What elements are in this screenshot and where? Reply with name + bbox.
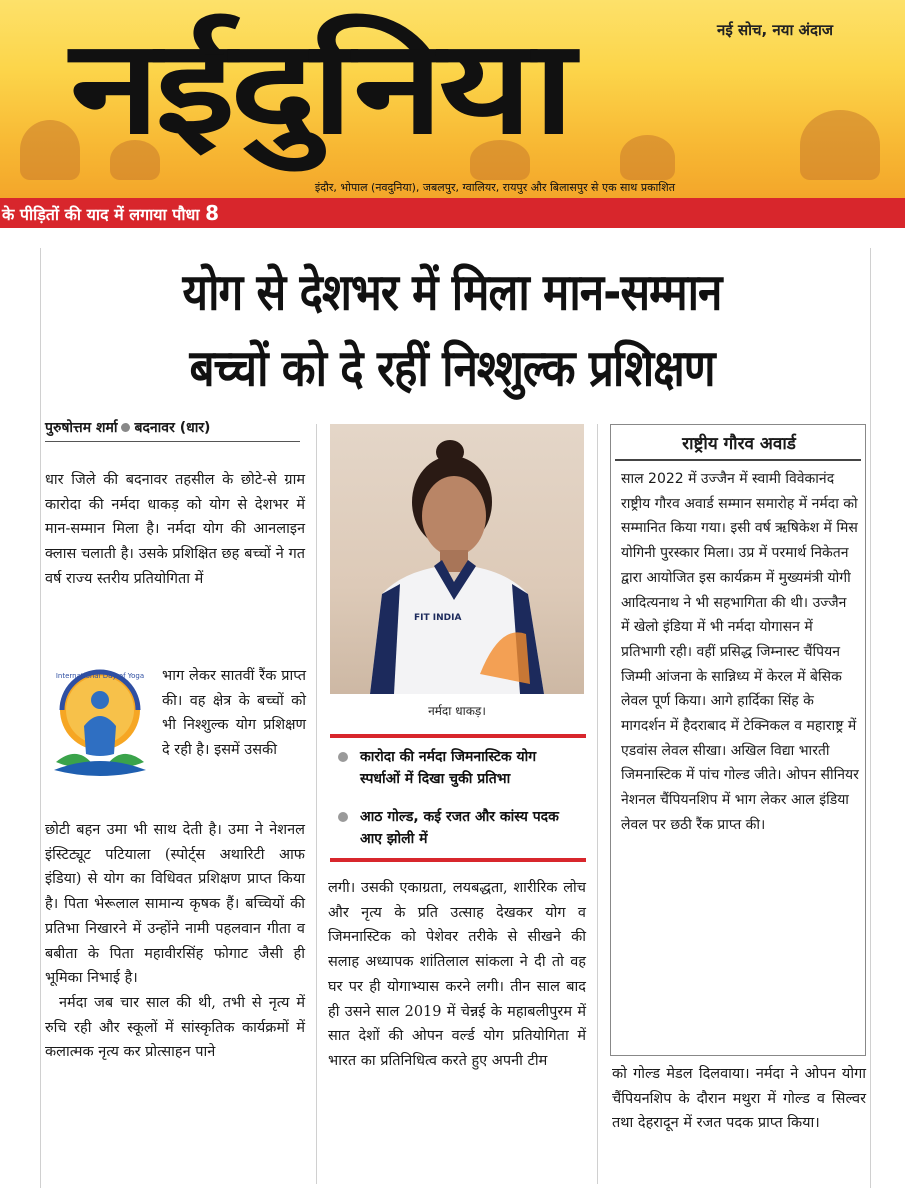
masthead-tagline: नई सोच, नया अंदाज — [717, 21, 833, 39]
byline — [45, 418, 300, 442]
article-paragraph: लगी। उसकी एकाग्रता, लयबद्धता, शारीरिक लोच और नृत्य के प्रति उत्साह देखकर योग व जिमनास्टिक को पेशेवर तरीके से सीखने की सलाह अध्यापक शांतिलाल सांकला ने दी तो वह घर पर ही योगाभ्यास करने लगी। तीन साल बाद ही उसने साल 2019 में चेन्नई के महाबलीपुरम में सात देशों की ओपन वर्ल्ड योग प्रतियोगिता में भारत का प्रतिनिधित्व करते हुए अपनी टीम — [328, 880, 586, 1069]
award-title: राष्ट्रीय गौरव अवार्ड — [682, 434, 796, 454]
teaser-text — [2, 201, 219, 225]
portrait-photo — [330, 424, 584, 694]
highlight-text: कारोदा की नर्मदा जिमनास्टिक योग स्पर्धाओं में दिखा चुकी प्रतिभा — [360, 749, 537, 787]
article-paragraph: नर्मदा जब चार साल की थी, तभी से नृत्य में रुचि रही और स्कूलों में सांस्कृतिक कार्यक्रमों में कलात्मक नृत्य कर प्रोत्साहन पाने — [45, 994, 305, 1061]
yoga-silhouette-decoration — [620, 135, 675, 180]
international-yoga-day-logo — [48, 666, 152, 806]
yoga-logo-text: International Day of Yoga — [55, 672, 145, 680]
photo-caption: नर्मदा धाकड़। — [428, 704, 486, 718]
award-body: साल 2022 में उज्जैन में स्वामी विवेकानंद राष्ट्रीय गौरव अवार्ड सम्मान समारोह में नर्मदा को सम्मानित किया गया। इसी वर्ष ऋषिकेश में मिस योगिनी पुरस्कार मिला। उप्र में परमार्थ निकेतन द्वारा आयोजित इस कार्यक्रम में मुख्यमंत्री योगी आदित्यनाथ ने भी सहभागिता की थी। उज्जैन में खेलो इंडिया में भी नर्मदा योगासन में प्रतिभागी रही। वहीं प्रसिद्ध जिम्नास्ट चैंपियन जिम्मी आंजना के सान्निध्य में केरल में बेसिक लेवल पूर्ण किया। आगे हार्दिका सिंह के मागदर्शन में हैदराबाद में टेक्निकल व महाराष्ट्र में एडवांस लेवल सीखा। अखिल विद्या भारती जिमनास्टिक में पांच गोल्ड जीते। ओपन सीनियर नेशनल चैंपियनशिप में भाग लेकर आल इंडिया लेवल पर छठी रैंक प्राप्त की। — [621, 471, 859, 833]
byline-place: बदनावर (धार) — [134, 420, 211, 436]
highlight-text: आठ गोल्ड, कई रजत और कांस्य पदक आए झोली में — [360, 809, 559, 847]
frame-right-rule — [870, 248, 871, 1188]
bullet-icon — [338, 812, 348, 822]
byline-author: पुरुषोत्तम शर्मा — [45, 420, 118, 436]
highlight-item — [336, 806, 580, 850]
article-paragraph: छोटी बहन उमा भी साथ देती है। उमा ने नेशनल इंस्टिट्यूट पटियाला (स्पोर्ट्स अथारिटी आफ इंडिया) से योग का विधिवत प्रशिक्षण प्राप्त किया है। पिता भेरूलाल सामान्य कृषक हैं। बच्चियों की प्रतिभा निखारने में उन्होंने नामी पहलवान गीता व बबीता के पिता महावीरसिंह फोगाट जैसी ही भूमिका निभाई है। — [45, 822, 305, 987]
headline-line-1: योग से देशभर में मिला मान-सम्मान — [182, 263, 722, 323]
teaser-page-number: 8 — [205, 201, 219, 225]
newspaper-logo: नईदुनिया — [70, 11, 570, 163]
teaser-bar — [0, 198, 905, 228]
portrait-illustration — [330, 424, 584, 694]
article-column-1-bottom — [45, 818, 305, 1065]
article-paragraph: को गोल्ड मेडल दिलवाया। नर्मदा ने ओपन योगा चैंपियनशिप के दौरान मथुरा में गोल्ड व सिल्वर तथा देहरादून में रजत पदक प्राप्त किया। — [612, 1066, 866, 1132]
masthead — [0, 0, 905, 198]
article-column-3 — [612, 1062, 866, 1136]
teaser-headline: के पीड़ितों की याद में लगाया पौधा — [2, 205, 200, 224]
headline-line-2: बच्चों को दे रहीं निश्शुल्क प्रशिक्षण — [189, 339, 715, 399]
masthead-editions: इंदौर, भोपाल (नवदुनिया), जबलपुर, ग्वालियर, रायपुर और बिलासपुर से एक साथ प्रकाशित — [314, 181, 675, 194]
column-divider — [597, 424, 598, 1184]
bullet-icon — [338, 752, 348, 762]
frame-left-rule — [40, 248, 41, 1188]
article-paragraph: भाग लेकर सातवीं रैंक प्राप्त की। वह क्षेत्र के बच्चों को भी निश्शुल्क योग प्रशिक्षण दे रही है। इसमें उसकी — [162, 668, 306, 759]
article-column-1-top — [45, 468, 305, 592]
article-column-1-wrap — [162, 664, 306, 763]
award-title-rule — [615, 459, 861, 461]
article-column-2 — [328, 876, 586, 1074]
photo-jacket-text: FIT INDIA — [414, 613, 462, 623]
byline-separator-icon — [121, 423, 130, 432]
yoga-silhouette-decoration — [800, 110, 880, 180]
article-paragraph: धार जिले की बदनावर तहसील के छोटे-से ग्राम कारोदा की नर्मदा धाकड़ को योग से देशभर में मान-सम्मान मिला है। नर्मदा योग की आनलाइन क्लास चलाती है। उसके प्रशिक्षित छह बच्चों ने गत वर्ष राज्य स्तरीय प्रतियोगिता में — [45, 472, 305, 587]
highlights-box — [330, 734, 586, 862]
highlight-item — [336, 746, 580, 790]
column-divider — [316, 424, 317, 1184]
award-sidebar — [610, 424, 866, 1056]
